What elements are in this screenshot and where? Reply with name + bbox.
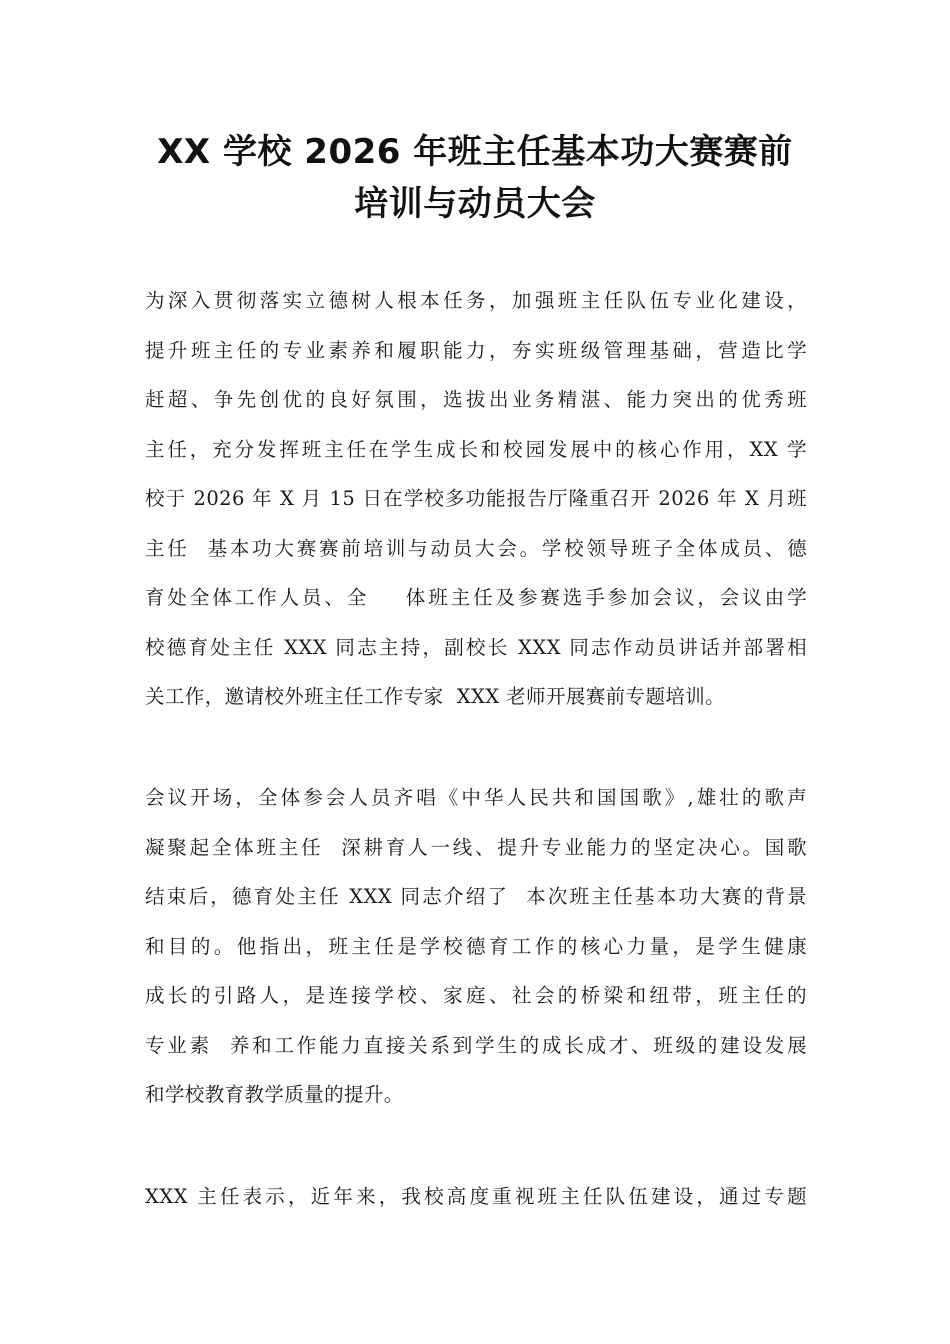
paragraph-line: 校于 2026 年 X 月 15 日在学校多功能报告厅隆重召开 2026 年 X 月班 bbox=[145, 487, 807, 510]
paragraph-line: 校德育处主任 XXX 同志主持，副校长 XXX 同志作动员讲话并部署相 bbox=[145, 635, 807, 659]
paragraph-line: 凝聚起全体班主任 深耕育人一线、提升专业能力的坚定决心。国歌 bbox=[145, 835, 807, 859]
paragraph-line: 专业素 养和工作能力直接关系到学生的成长成才、班级的建设发展 bbox=[145, 1033, 807, 1057]
body-paragraph-1 bbox=[145, 276, 807, 722]
paragraph-line: 赶超、争先创优的良好氛围，选拔出业务精湛、能力突出的优秀班 bbox=[145, 388, 807, 411]
paragraph-line: 会议开场，全体参会人员齐唱《中华人民共和国国歌》,雄壮的歌声 bbox=[145, 786, 807, 809]
paragraph-line: 提升班主任的专业素养和履职能力，夯实班级管理基础，营造比学 bbox=[145, 338, 807, 362]
paragraph-line: 结束后，德育处主任 XXX 同志介绍了 本次班主任基本功大赛的背景 bbox=[145, 885, 807, 908]
title-line-1: XX 学校 2026 年班主任基本功大赛赛前 bbox=[157, 132, 793, 172]
paragraph-line: 为深入贯彻落实立德树人根本任务，加强班主任队伍专业化建设， bbox=[145, 289, 807, 312]
paragraph-line: 关工作，邀请校外班主任工作专家 XXX 老师开展赛前专题培训。 bbox=[145, 685, 726, 708]
paragraph-line: 育处全体工作人员、全 体班主任及参赛选手参加会议，会议由学 bbox=[145, 586, 807, 609]
paragraph-line: 和目的。他指出，班主任是学校德育工作的核心力量，是学生健康 bbox=[145, 934, 807, 958]
paragraph-line: 和学校教育教学质量的提升。 bbox=[145, 1083, 404, 1106]
document-title bbox=[120, 126, 830, 230]
paragraph-line: 成长的引路人，是连接学校、家庭、社会的桥梁和纽带，班主任的 bbox=[145, 984, 807, 1007]
title-line-2: 培训与动员大会 bbox=[354, 184, 596, 224]
paragraph-line: 主任，充分发挥班主任在学生成长和校园发展中的核心作用，XX 学 bbox=[145, 437, 807, 461]
body-paragraph-3 bbox=[145, 1172, 807, 1222]
paragraph-line: XXX 主任表示，近年来，我校高度重视班主任队伍建设，通过专题 bbox=[145, 1185, 807, 1208]
body-paragraph-2 bbox=[145, 773, 807, 1120]
paragraph-line: 主任 基本功大赛赛前培训与动员大会。学校领导班子全体成员、德 bbox=[145, 536, 807, 560]
